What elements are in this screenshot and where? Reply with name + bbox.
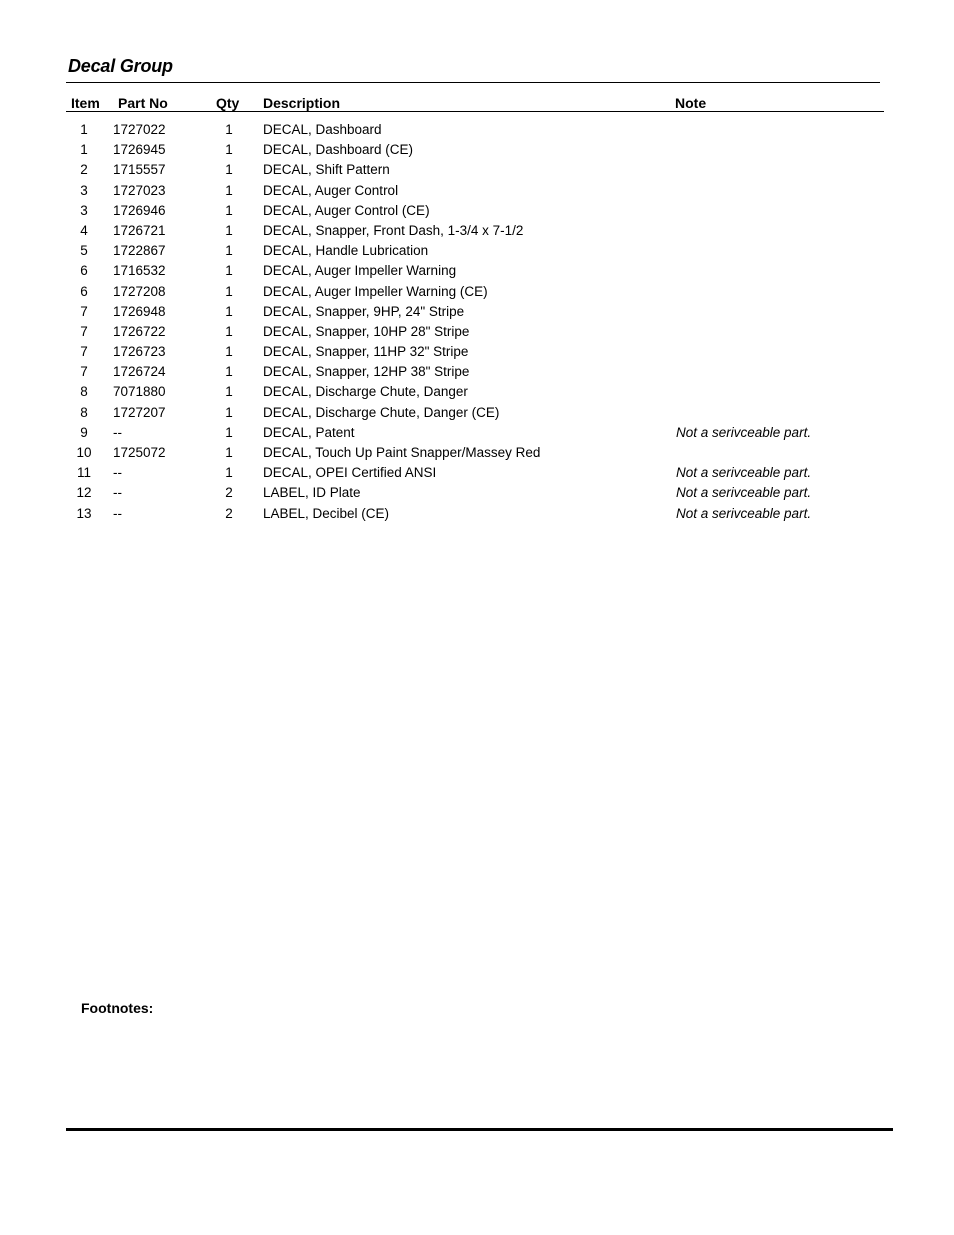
cell-description: DECAL, Handle Lubrication — [263, 243, 429, 259]
table-row — [0, 425, 954, 445]
cell-part-no: 7071880 — [113, 384, 166, 400]
page-title: Decal Group — [68, 56, 173, 76]
column-header-qty: Qty — [216, 95, 240, 111]
table-row — [0, 243, 954, 263]
cell-qty: 2 — [225, 485, 233, 501]
cell-part-no: -- — [113, 505, 122, 521]
table-row — [0, 203, 954, 223]
cell-part-no: 1726723 — [113, 344, 166, 360]
cell-item: 12 — [76, 485, 92, 501]
cell-description: DECAL, Auger Control (CE) — [263, 202, 430, 218]
cell-qty: 1 — [225, 142, 233, 158]
cell-part-no: 1726724 — [113, 364, 166, 380]
cell-description: DECAL, Snapper, Front Dash, 1-3/4 x 7-1/2 — [263, 222, 524, 238]
column-header-item: Item — [71, 95, 100, 111]
cell-item: 7 — [80, 364, 88, 380]
cell-qty: 1 — [225, 202, 233, 218]
cell-item: 4 — [80, 222, 88, 238]
table-row — [0, 506, 954, 526]
cell-item: 7 — [80, 323, 88, 339]
table-row — [0, 183, 954, 203]
cell-item: 2 — [80, 162, 88, 178]
cell-description: DECAL, Patent — [263, 424, 355, 440]
cell-qty: 1 — [225, 465, 233, 481]
cell-item: 1 — [80, 122, 88, 137]
cell-part-no: 1727022 — [113, 122, 166, 137]
cell-qty: 1 — [225, 162, 233, 178]
cell-item: 7 — [80, 344, 88, 360]
cell-qty: 2 — [225, 505, 233, 521]
cell-description: DECAL, Auger Impeller Warning — [263, 263, 457, 279]
table-row — [0, 465, 954, 485]
table-row — [0, 445, 954, 465]
cell-item: 3 — [80, 202, 88, 218]
cell-part-no: -- — [113, 485, 122, 501]
table-row — [0, 344, 954, 364]
cell-description: DECAL, Discharge Chute, Danger — [263, 384, 468, 400]
cell-item: 13 — [76, 505, 92, 521]
cell-description: DECAL, Auger Control — [263, 182, 399, 198]
cell-item: 6 — [80, 263, 88, 279]
cell-qty: 1 — [225, 424, 233, 440]
cell-item: 6 — [80, 283, 88, 299]
cell-item: 8 — [80, 384, 88, 400]
cell-part-no: 1716532 — [113, 263, 166, 279]
table-row — [0, 405, 954, 425]
cell-note: Not a serivceable part. — [676, 485, 812, 501]
cell-qty: 1 — [225, 445, 233, 460]
table-row — [0, 284, 954, 304]
table-row — [0, 263, 954, 283]
column-header-description: Description — [263, 95, 341, 111]
table-row — [0, 364, 954, 384]
cell-qty: 1 — [225, 283, 233, 299]
cell-part-no: 1726946 — [113, 202, 166, 218]
parts-table-body — [0, 122, 954, 526]
cell-qty: 1 — [225, 263, 233, 279]
cell-qty: 1 — [225, 364, 233, 380]
cell-qty: 1 — [225, 404, 233, 420]
cell-description: DECAL, Snapper, 10HP 28" Stripe — [263, 323, 470, 339]
cell-qty: 1 — [225, 344, 233, 360]
cell-item: 8 — [80, 404, 88, 420]
cell-part-no: 1725072 — [113, 445, 166, 460]
cell-description: LABEL, Decibel (CE) — [263, 505, 390, 521]
cell-description: DECAL, Discharge Chute, Danger (CE) — [263, 404, 500, 420]
cell-item: 3 — [80, 182, 88, 198]
cell-part-no: 1726948 — [113, 303, 166, 319]
cell-description: DECAL, Dashboard — [263, 122, 382, 137]
cell-description: DECAL, Shift Pattern — [263, 162, 390, 178]
cell-description: DECAL, Dashboard (CE) — [263, 142, 414, 158]
cell-qty: 1 — [225, 222, 233, 238]
cell-note: Not a serivceable part. — [676, 424, 812, 440]
table-row — [0, 223, 954, 243]
cell-note: Not a serivceable part. — [676, 505, 812, 521]
header-divider — [66, 111, 884, 112]
table-row — [0, 324, 954, 344]
table-row — [0, 162, 954, 182]
cell-description: DECAL, Snapper, 12HP 38" Stripe — [263, 364, 470, 380]
table-row — [0, 485, 954, 505]
cell-qty: 1 — [225, 182, 233, 198]
cell-description: DECAL, OPEI Certified ANSI — [263, 465, 437, 481]
cell-part-no: 1726722 — [113, 323, 166, 339]
cell-part-no: 1715557 — [113, 162, 166, 178]
cell-description: DECAL, Touch Up Paint Snapper/Massey Red — [263, 445, 541, 460]
cell-item: 7 — [80, 303, 88, 319]
cell-part-no: 1726945 — [113, 142, 166, 158]
title-divider — [66, 82, 880, 83]
cell-description: DECAL, Snapper, 9HP, 24" Stripe — [263, 303, 465, 319]
cell-part-no: 1726721 — [113, 222, 166, 238]
cell-qty: 1 — [225, 122, 233, 137]
table-row — [0, 122, 954, 142]
cell-part-no: 1727208 — [113, 283, 166, 299]
cell-item: 9 — [80, 424, 88, 440]
table-row — [0, 142, 954, 162]
footnotes-label: Footnotes: — [81, 1000, 154, 1016]
cell-qty: 1 — [225, 303, 233, 319]
cell-note: Not a serivceable part. — [676, 465, 812, 481]
bottom-divider — [66, 1128, 893, 1131]
cell-part-no: 1727023 — [113, 182, 166, 198]
cell-item: 10 — [76, 445, 92, 460]
cell-item: 11 — [76, 465, 91, 481]
cell-description: DECAL, Snapper, 11HP 32" Stripe — [263, 344, 469, 360]
cell-part-no: 1722867 — [113, 243, 166, 259]
cell-part-no: -- — [113, 465, 122, 481]
table-header — [0, 95, 954, 111]
cell-description: LABEL, ID Plate — [263, 485, 361, 501]
cell-item: 5 — [80, 243, 88, 259]
cell-qty: 1 — [225, 243, 233, 259]
column-header-note: Note — [675, 95, 707, 111]
column-header-part-no: Part No — [118, 95, 168, 111]
cell-part-no: 1727207 — [113, 404, 166, 420]
table-row — [0, 384, 954, 404]
cell-qty: 1 — [225, 384, 233, 400]
table-row — [0, 304, 954, 324]
cell-qty: 1 — [225, 323, 233, 339]
cell-description: DECAL, Auger Impeller Warning (CE) — [263, 283, 488, 299]
cell-part-no: -- — [113, 424, 122, 440]
cell-item: 1 — [80, 142, 88, 158]
